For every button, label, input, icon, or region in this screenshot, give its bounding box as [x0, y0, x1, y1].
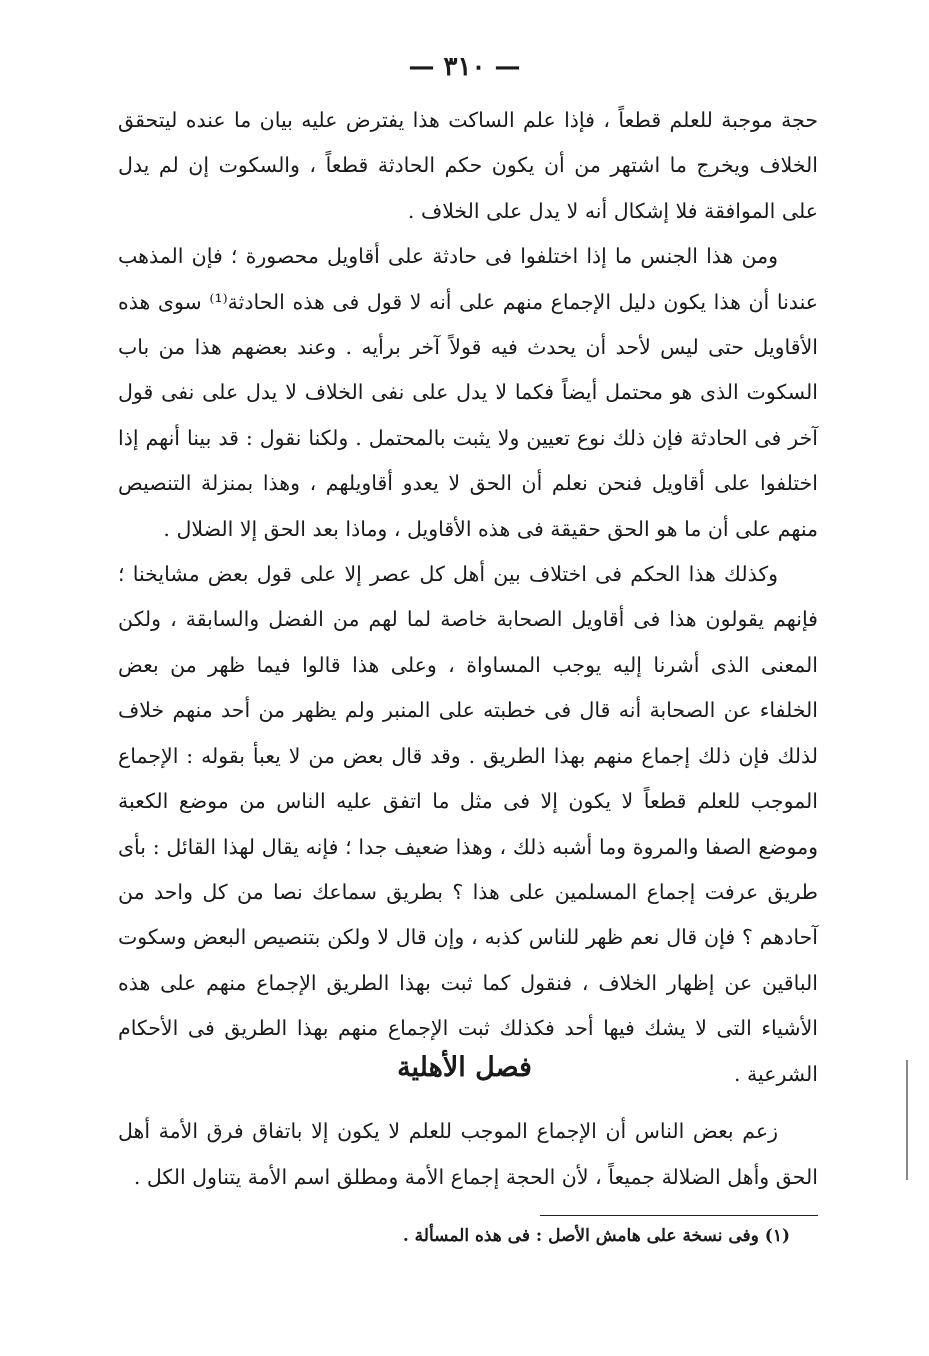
paragraph-ruling-every-era: وكذلك هذا الحكم فى اختلاف بين أهل كل عصر إلا على قول بعض مشايخنا ؛ فإنهم يقولون هذا فى أقاويل الصحابة خاصة لما لهم من الفضل والسابقة ، ولكن المعنى الذى أشرنا إليه يوجب المساواة ، وعلى هذا قالوا فيما ظهر من بعض الخلفاء عن الصحابة أنه قال فى خطبته على المنبر ولم يظهر من أحد منهم خلاف لذلك فإن ذلك إجماع منهم بهذا الطريق . وقد قال بعض من لا يعبأ بقوله : الإجماع الموجب للعلم قطعاً لا يكون إلا فى مثل ما اتفق عليه الناس من موضع الكعبة وموضع الصفا والمروة وما أشبه ذلك ، وهذا ضعيف جدا ؛ فإنه يقال لهذا القائل : بأى طريق عرفت إجماع المسلمين على هذا ؟ بطريق سماعك نصا من كل واحد من آحادهم ؟ فإن قال نعم ظهر للناس كذبه ، وإن قال لا ولكن بتنصيص البعض وسكوت الباقين عن إظهار الخلاف ، فنقول كما ثبت بهذا الطريق الإجماع منهم على هذه الأشياء التى لا يشك فيها أحد فكذلك ثبت الإجماع منهم بهذا الطريق فى الأحكام الشرعية .	[118, 562, 818, 1086]
footnote-divider	[540, 1215, 818, 1216]
footnote: (١) وفى نسخة على هامش الأصل : فى هذه المسألة .	[402, 1226, 790, 1246]
section-heading: فصل الأهلية	[397, 1052, 532, 1083]
paragraph-continuation: حجة موجبة للعلم قطعاً ، فإذا علم الساكت هذا يفترض عليه بيان ما عنده ليتحقق الخلاف ويخرج ما اشتهر من أن يكون حكم الحادثة قطعاً ، والسكوت إن لم يدل على الموافقة فلا إشكال أنه لا يدل على الخلاف .	[118, 108, 818, 223]
paragraph-disagreement-on-opinions: ومن هذا الجنس ما إذا اختلفوا فى حادثة على أقاويل محصورة ؛ فإن المذهب عندنا أن هذا يكون دليل الإجماع منهم على أنه لا قول فى هذه الحادثة⁽¹⁾ سوى هذه الأقاويل حتى ليس لأحد أن يحدث فيه قولاً آخر برأيه . وعند بعضهم هذا من باب السكوت الذى هو محتمل أيضاً فكما لا يدل على نفى الخلاف لا يدل على نفى قول آخر فى الحادثة فإن ذلك نوع تعيين ولا يثبت بالمحتمل . ولكنا نقول : قد بينا أنهم إذا اختلفوا على أقاويل فنحن نعلم أن الحق لا يعدو أقاويلهم ، وهذا بمنزلة التنصيص منهم على أن ما هو الحق حقيقة فى هذه الأقاويل ، وماذا بعد الحق إلا الضلال .	[118, 244, 818, 541]
section-text-block	[118, 1108, 818, 1200]
scan-edge-mark	[906, 1060, 908, 1180]
section-paragraph: زعم بعض الناس أن الإجماع الموجب للعلم لا يكون إلا باتفاق فرق الأمة أهل الحق وأهل الضلالة جميعاً ، لأن الحجة إجماع الأمة ومطلق اسم الأمة يتناول الكل .	[118, 1119, 818, 1189]
main-text-block	[118, 98, 818, 1097]
page-number: — ٣١٠ —	[408, 52, 521, 82]
